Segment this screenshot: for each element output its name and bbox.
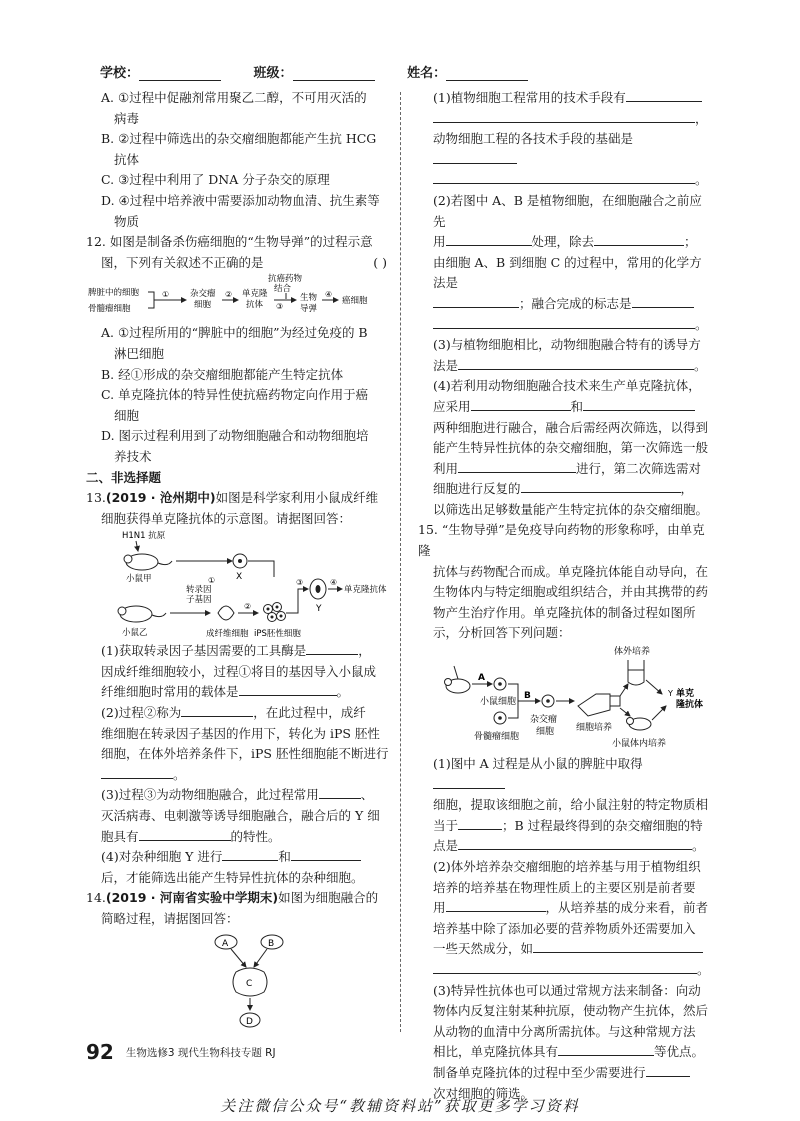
q15-figure xyxy=(418,644,714,754)
q15-1-blank-2[interactable] xyxy=(458,816,502,830)
q14-2-blank-2[interactable] xyxy=(594,232,684,246)
fig12-hybrid2: 细胞 xyxy=(194,300,212,311)
fig14-d: D xyxy=(246,1016,253,1027)
q13-3-text: (3)过程③为动物细胞融合，此过程常用 xyxy=(101,787,319,803)
q14-2-blank-3[interactable] xyxy=(433,294,519,308)
fig12-hybrid: 杂交瘤 xyxy=(190,289,216,300)
mouse-b-icon xyxy=(118,606,166,622)
fig13-mouse-b: 小鼠乙 xyxy=(122,628,148,639)
q14-4-text-c: 和 xyxy=(570,398,584,414)
q14-4-blank-2[interactable] xyxy=(583,397,695,411)
fig15-hybrid2: 细胞 xyxy=(536,727,555,738)
fig12-myeloma: 骨髓瘤细胞 xyxy=(88,304,131,315)
q15-stem-4: 物产生治疗作用。单克隆抗体的制备过程如图所 xyxy=(433,604,696,620)
q14-1-text: (1)植物细胞工程常用的技术手段有 xyxy=(433,90,626,105)
q14-1-punct2: 。 xyxy=(695,172,708,188)
q13-number: 13. xyxy=(86,490,106,506)
q15-2-text-c: 用 xyxy=(433,900,446,916)
right-column xyxy=(418,88,714,1104)
q13-stem-cont: 细胞获得单克隆抗体的示意图。请据图回答： xyxy=(101,510,352,526)
q12-option-a-cont: 淋巴细胞 xyxy=(114,345,165,361)
q12-answer-paren[interactable]: ( ) xyxy=(373,254,387,270)
q15-2-text-d: ，从培养基的成分来看，前者 xyxy=(545,900,709,916)
q15-1-text: (1)图中 A 过程是从小鼠的脾脏中取得 xyxy=(433,756,643,772)
fig13-mab: 单克隆抗体 xyxy=(344,585,387,596)
name-label: 姓名： xyxy=(407,66,447,81)
q13-figure xyxy=(86,529,391,641)
fig12-spleen: 脾脏中的细胞 xyxy=(88,288,140,299)
fig15-b: B xyxy=(524,691,531,702)
question-14-parts xyxy=(418,88,714,520)
class-label: 班级： xyxy=(253,66,293,81)
school-field[interactable] xyxy=(139,66,221,81)
section-title: 二、非选择题 xyxy=(86,469,162,485)
q14-2-text-f: ；融合完成的标志是 xyxy=(519,295,632,311)
q14-1-blank-4[interactable] xyxy=(433,170,695,184)
question-11-options xyxy=(86,88,391,232)
q15-stem-5: 示，分析回答下列问题： xyxy=(433,625,571,641)
q15-2-blank-2[interactable] xyxy=(533,939,703,953)
fig13-step1: ① xyxy=(208,576,216,586)
q15-1-text-d: ；B 过程最终得到的杂交瘤细胞的特 xyxy=(502,817,703,833)
fig15-mcell: 小鼠细胞 xyxy=(480,697,517,708)
q14-4-text-b: 应采用 xyxy=(433,398,471,414)
q15-3-text-e: 等优点。 xyxy=(654,1044,705,1060)
q11-option-b: B. ②过程中筛选出的杂交瘤细胞都能产生抗 HCG xyxy=(101,131,377,147)
q14-source: (2019 · 河南省实验中学期末) xyxy=(105,890,279,906)
page-footer xyxy=(86,1040,276,1064)
q14-2-text-c: 处理，除去 xyxy=(531,234,595,250)
question-12 xyxy=(86,232,391,467)
q14-1-blank-1[interactable] xyxy=(626,88,702,102)
fig12-drug: 抗癌药物 xyxy=(268,274,303,285)
q14-2-blank-1[interactable] xyxy=(446,232,532,246)
antibody-icon: Y xyxy=(668,689,673,699)
fig13-antigen: H1N1 抗原 xyxy=(122,531,166,542)
q13-4-text: (4)对杂种细胞 Y 进行 xyxy=(101,849,223,865)
q15-3-blank-2[interactable] xyxy=(646,1063,690,1077)
q14-3-text-b: 法是 xyxy=(433,357,459,373)
q14-3-text: (3)与植物细胞相比，动物细胞融合特有的诱导方 xyxy=(433,337,701,353)
fig12-step3: ③ xyxy=(276,302,284,312)
q14-4-blank-4[interactable] xyxy=(521,479,681,493)
q13-4-blank-2[interactable] xyxy=(291,847,361,861)
q15-1-text-c: 当于 xyxy=(433,817,459,833)
student-info-header xyxy=(100,62,528,81)
q12-option-d-cont: 养技术 xyxy=(114,448,152,464)
culture-flask-icon xyxy=(578,694,620,716)
q15-2-blank-1[interactable] xyxy=(446,898,546,912)
fig15-a: A xyxy=(478,673,485,684)
q15-stem-2: 抗体与药物配合而成。单克隆抗体能自动导向，在 xyxy=(433,563,709,579)
fig13-x: X xyxy=(236,572,243,583)
q13-4-text-c: 后，才能筛选出能产生特异性抗体的杂种细胞。 xyxy=(101,869,364,885)
q15-3-text: (3)特异性抗体也可以通过常规方法来制备：向动 xyxy=(433,982,701,998)
fig15-invitro: 体外培养 xyxy=(614,647,651,658)
q14-2-text: (2)若图中 A、B 是植物细胞，在细胞融合之前应先 xyxy=(433,192,702,229)
fig13-step4: ④ xyxy=(330,578,338,588)
q11-option-a-cont: 病毒 xyxy=(114,110,140,126)
q12-option-a: A. ①过程所用的“脾脏中的细胞”为经过免疫的 B xyxy=(101,325,368,341)
q12-stem: 12. 如图是制备杀伤癌细胞的“生物导弹”的过程示意 xyxy=(86,234,373,250)
fig15-invivo: 小鼠体内培养 xyxy=(612,739,667,750)
fig13-gene: 转录因 xyxy=(186,585,212,596)
q14-2-punct2: 。 xyxy=(695,316,708,332)
q11-option-b-cont: 抗体 xyxy=(114,151,140,167)
fig12-cancer: 癌细胞 xyxy=(342,296,368,307)
fig14-a: A xyxy=(222,938,229,949)
q14-3-punct: 。 xyxy=(694,357,707,373)
fig13-gene2: 子基因 xyxy=(186,595,212,606)
q15-2-text-b: 培养的培养基在物理性质上的主要区别是前者要 xyxy=(433,879,696,895)
fig13-mouse-a: 小鼠甲 xyxy=(126,574,152,585)
fig13-fib: 成纤维细胞 xyxy=(206,629,249,640)
q15-3-text-b: 物体内反复注射某种抗原，使动物产生抗体，然后 xyxy=(433,1003,709,1019)
q13-2-blank-1[interactable] xyxy=(181,703,253,717)
watermark-text: 关注微信公众号“教辅资料站”获取更多学习资料 xyxy=(220,1097,580,1115)
book-title: 生物选修3 现代生物科技专题 RJ xyxy=(125,1046,276,1059)
fig12-missile2: 导弹 xyxy=(300,304,318,315)
fig13-ips: iPS胚性细胞 xyxy=(254,629,301,640)
q14-figure xyxy=(86,930,391,1030)
q12-figure xyxy=(86,273,391,323)
fig12-missile: 生物 xyxy=(300,293,318,304)
fig14-c: C xyxy=(246,978,253,989)
fig12-mab: 单克隆 xyxy=(242,289,268,300)
fig12-bind: 结合 xyxy=(274,284,292,295)
q13-1-blank-2[interactable] xyxy=(239,682,337,696)
fig12-mab2: 抗体 xyxy=(246,300,264,311)
beaker-icon xyxy=(628,660,644,685)
q15-1-blank-1[interactable] xyxy=(433,775,505,789)
fibroblast-icon xyxy=(218,606,234,620)
q13-2-text-d: 细胞，在体外培养条件下，iPS 胚性细胞能不断进行 xyxy=(101,746,389,762)
page-number: 92 xyxy=(86,1040,114,1064)
q14-1-punct: ， xyxy=(695,110,708,126)
q13-4-text-b: 和 xyxy=(278,849,291,865)
q14-2-punct: ； xyxy=(684,234,697,250)
q14-2-blank-4[interactable] xyxy=(632,294,694,308)
mouse-icon xyxy=(445,666,471,693)
q13-3-punct: 、 xyxy=(360,787,374,803)
left-column xyxy=(86,88,391,1030)
q14-4-text-d: 两种细胞进行融合，融合后需经两次筛选，以得到 xyxy=(433,419,709,435)
q14-4-text-f: 利用 xyxy=(433,460,459,476)
q14-stem: 如图为细胞融合的 xyxy=(278,890,379,906)
q12-option-c: C. 单克隆抗体的特异性使抗癌药物定向作用于癌 xyxy=(101,387,369,403)
q11-option-d: D. ④过程中培养液中需要添加动物血清、抗生素等 xyxy=(101,192,380,208)
q12-option-d: D. 图示过程利用到了动物细胞融合和动物细胞培 xyxy=(101,428,369,444)
q14-2-blank-5[interactable] xyxy=(433,315,695,329)
q13-1-blank-1[interactable] xyxy=(306,641,358,655)
fig15-mab2: 隆抗体 xyxy=(676,700,704,711)
fig15-culture: 细胞培养 xyxy=(576,723,613,734)
q12-stem-cont: 图，下列有关叙述不正确的是 xyxy=(101,254,264,270)
q14-4-punct: ， xyxy=(680,481,694,497)
mouse-2-icon xyxy=(627,718,652,731)
q15-1-text-b: 细胞，提取该细胞之前，给小鼠注射的特定物质相 xyxy=(433,797,709,813)
q14-4-text-e: 能产生特异性抗体的杂交瘤细胞，第一次筛选一般 xyxy=(433,440,709,456)
fig12-step1: ① xyxy=(162,290,170,300)
fig15-hybrid: 杂交瘤 xyxy=(530,715,558,726)
question-14 xyxy=(86,888,391,1029)
q13-1-text-cont: 因成纤维细胞较小，过程①将目的基因导入小鼠成 xyxy=(101,663,377,679)
q15-3-text-d: 相比，单克隆抗体具有 xyxy=(433,1044,559,1060)
q13-2-punct: 。 xyxy=(173,766,186,782)
q14-2-text-b: 用 xyxy=(433,234,446,250)
q13-2-text: (2)过程②称为 xyxy=(101,705,182,721)
q15-2-text: (2)体外培养杂交瘤细胞的培养基与用于植物组织 xyxy=(433,859,701,874)
fig15-mab: 单克 xyxy=(676,689,695,700)
q12-option-c-cont: 细胞 xyxy=(114,407,140,423)
q15-1-blank-3[interactable] xyxy=(458,836,692,850)
q14-3-blank[interactable] xyxy=(458,356,694,370)
q15-3-text-f: 制备单克隆抗体的过程中至少需要进行 xyxy=(433,1064,646,1080)
mouse-a-icon xyxy=(124,554,172,570)
q13-3-text-c: 灭活病毒、电刺激等诱导细胞融合，融合后的 Y 细 xyxy=(101,808,380,824)
fig13-step3: ③ xyxy=(296,578,304,588)
q15-2-blank-3[interactable] xyxy=(433,960,697,974)
q13-stem: 如图是科学家利用小鼠成纤维 xyxy=(215,490,379,506)
q13-4-blank-1[interactable] xyxy=(222,847,278,861)
q13-3-blank-1[interactable] xyxy=(319,785,361,799)
q11-option-d-cont: 物质 xyxy=(114,213,140,229)
ips-cells-icon xyxy=(264,603,286,622)
q14-number: 14. xyxy=(86,890,106,906)
q14-4-text-h: 细胞进行反复的 xyxy=(433,481,521,497)
q13-3-text-d: 胞具有 xyxy=(101,828,139,844)
fig15-myeloma: 骨髓瘤细胞 xyxy=(474,732,520,743)
q12-option-b: B. 经①形成的杂交瘤细胞都能产生特定抗体 xyxy=(101,366,344,382)
q15-2-text-f: 一些天然成分，如 xyxy=(433,941,534,957)
q14-1-blank-2[interactable] xyxy=(433,109,695,123)
q15-1-text-e: 点是 xyxy=(433,838,459,854)
q14-4-text: (4)若利用动物细胞融合技术来生产单克隆抗体， xyxy=(433,378,701,394)
fig13-y: Y xyxy=(316,604,322,615)
fig12-step2: ② xyxy=(225,290,233,300)
q14-4-text-g: 进行，第二次筛选需对 xyxy=(576,460,702,476)
q15-3-text-g: 次对细胞的筛选。 xyxy=(433,1085,534,1101)
name-field[interactable] xyxy=(446,66,528,81)
q13-2-text-c: 维细胞在转录因子基因的作用下，转化为 iPS 胚性 xyxy=(101,725,380,741)
q15-3-blank-1[interactable] xyxy=(558,1042,654,1056)
q14-stem-cont: 简略过程，请据图回答： xyxy=(101,911,239,926)
q14-4-text-j: 以筛选出足够数量能产生特定抗体的杂交瘤细胞。 xyxy=(433,501,709,517)
q13-1-punct: ， xyxy=(358,643,371,659)
q15-1-punct: 。 xyxy=(692,838,705,854)
q13-3-text-e: 的特性。 xyxy=(230,828,281,844)
q14-1-blank-3[interactable] xyxy=(433,150,517,164)
q13-1-text-cont2: 纤维细胞时常用的载体是 xyxy=(101,684,239,700)
school-label: 学校： xyxy=(100,66,140,81)
q13-3-blank-2[interactable] xyxy=(139,827,231,841)
fig12-step4: ④ xyxy=(325,290,333,300)
column-divider xyxy=(400,92,401,1032)
q13-source: (2019 · 沧州期中) xyxy=(105,490,216,506)
q11-option-c: C. ③过程中利用了 DNA 分子杂交的原理 xyxy=(101,172,330,188)
q13-2-blank-2[interactable] xyxy=(101,765,173,779)
q15-3-text-c: 从动物的血清中分离所需抗体。与这种常规方法 xyxy=(433,1023,696,1039)
q14-4-blank-1[interactable] xyxy=(471,397,571,411)
q14-1-text-c: 动物细胞工程的各技术手段的基础是 xyxy=(433,131,634,147)
q15-stem: 15. “生物导弹”是免疫导向药物的形象称呼，由单克隆 xyxy=(418,522,705,559)
q15-stem-3: 生物体内与特定细胞或组织结合，并由其携带的药 xyxy=(433,584,709,600)
fig14-b: B xyxy=(268,938,275,949)
class-field[interactable] xyxy=(293,66,375,81)
q15-2-punct: 。 xyxy=(697,961,710,977)
fig13-step2: ② xyxy=(244,602,252,612)
q13-1-punct2: 。 xyxy=(336,684,350,700)
question-13 xyxy=(86,488,391,888)
q13-2-text-b: ，在此过程中，成纤 xyxy=(253,705,366,721)
q15-2-text-e: 培养基中除了添加必要的营养物质外还需要加入 xyxy=(433,920,696,936)
q14-2-text-e: 由细胞 A、B 到细胞 C 的过程中，常用的化学方法是 xyxy=(433,254,702,291)
q14-4-blank-3[interactable] xyxy=(458,459,576,473)
q11-option-a: A. ①过程中促融剂常用聚乙二醇，不可用灭活的 xyxy=(101,90,367,105)
question-15 xyxy=(418,520,714,1104)
q13-1-text: (1)获取转录因子基因需要的工具酶是 xyxy=(101,643,307,659)
